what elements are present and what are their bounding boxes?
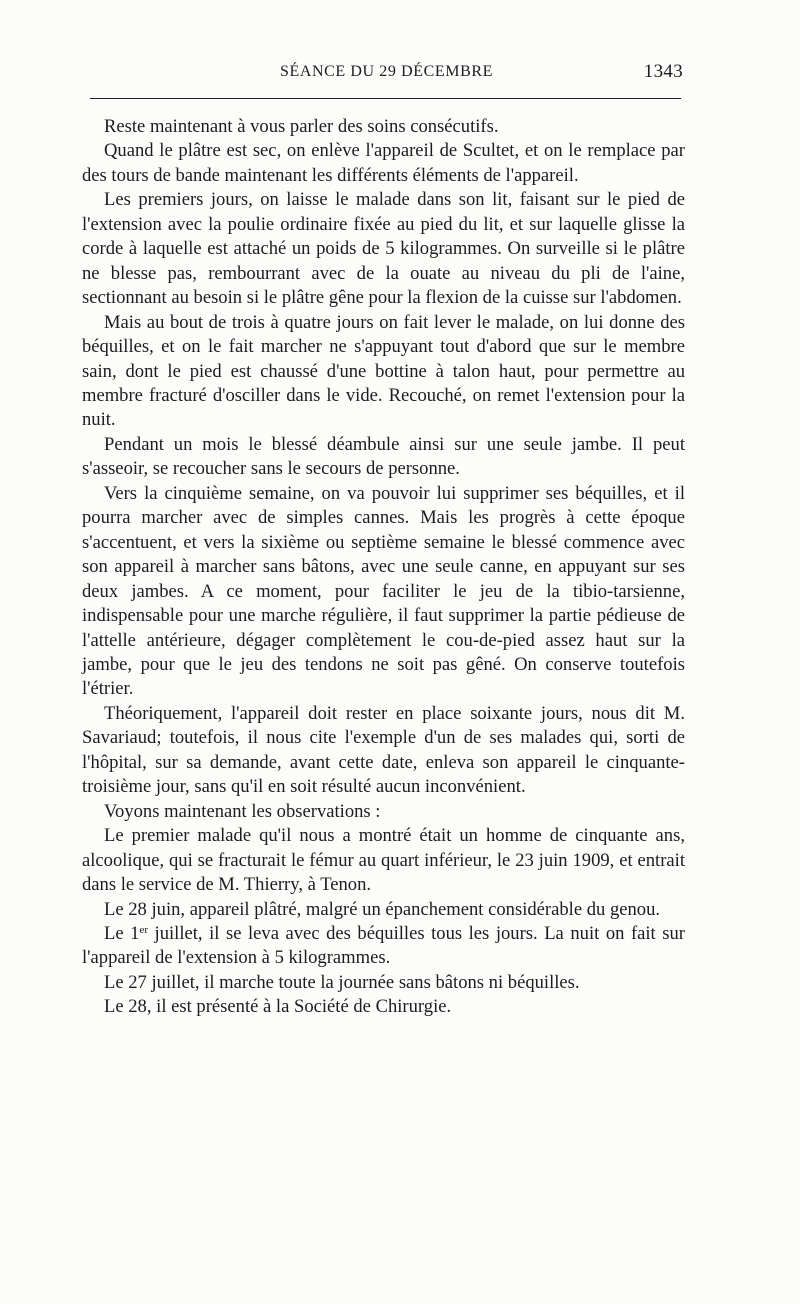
paragraph-july-first — [82, 922, 685, 971]
paragraph: Le 28 juin, appareil plâtré, malgré un épanchement considérable du genou. — [104, 898, 661, 920]
paragraph: Quand le plâtre est sec, on enlève l'appareil de Scultet, et on le remplace par des tours de bande maintenant les différents éléments de l'appareil. — [82, 140, 685, 186]
header-rule — [90, 98, 681, 99]
paragraph: Pendant un mois le blessé déambule ainsi sur une seule jambe. Il peut s'asseoir, se recoucher sans le secours de personne. — [82, 433, 685, 480]
paragraph: Le 28, il est présenté à la Société de Chirurgie. — [104, 996, 452, 1018]
body-text — [82, 115, 685, 1020]
page-number: 1343 — [643, 61, 683, 82]
paragraph: Le 27 juillet, il marche toute la journée sans bâtons ni béquilles. — [104, 971, 580, 993]
paragraph: Reste maintenant à vous parler des soins consécutifs. — [104, 116, 499, 137]
paragraph: Voyons maintenant les observations : — [104, 800, 381, 822]
paragraph: Théoriquement, l'appareil doit rester en place soixante jours, nous dit M. Savariaud; toutefois, il nous cite l'exemple d'un de ses malades qui, sorti de l'hôpital, sur sa demande, avant cette date, enleva son appareil le cinquante-troisième jour, sans qu'il en soit résulté aucun inconvénient. — [82, 702, 685, 798]
paragraph: Vers la cinquième semaine, on va pouvoir lui supprimer ses béquilles, et il pourra marcher avec de simples cannes. Mais les progrès à cette époque s'accentuent, et vers la sixième ou septième semaine le blessé commence avec son appareil à marcher sans bâtons, avec une seule canne, en appuyant sur ses deux jambes. A ce moment, pour faciliter le jeu de la tibio-tarsienne, indispensable pour une marche régulière, il faut supprimer la partie pédieuse de l'attelle antérieure, dégager complètement le cou-de-pied assez haut sur la jambe, pour que le jeu des tendons ne soit pas gêné. On conserve toutefois l'étrier. — [82, 482, 685, 700]
paragraph: Les premiers jours, on laisse le malade dans son lit, faisant sur le pied de l'extension avec la poulie ordinaire fixée au pied du lit, et sur laquelle glisse la corde à laquelle est attaché un poids de 5 kilogrammes. On surveille si le plâtre ne blesse pas, rembourrant avec de la ouate au niveau du pli de l'aine, sectionnant au besoin si le plâtre gêne pour la flexion de la cuisse sur l'abdomen. — [82, 189, 685, 309]
running-head — [90, 58, 683, 88]
paragraph: Le premier malade qu'il nous a montré était un homme de cinquante ans, alcoolique, qui se fracturait le fémur au quart inférieur, le 23 juin 1909, et entrait dans le service de M. Thierry, à Tenon. — [82, 825, 685, 896]
paragraph-rest: juillet, il se leva avec des béquilles tous les jours. La nuit on fait sur l'appareil de l'extension à 5 kilogrammes. — [82, 922, 685, 969]
paragraph: Mais au bout de trois à quatre jours on fait lever le malade, on lui donne des béquilles, et on le fait marcher ne s'appuyant tout d'abord que sur le membre sain, dont le pied est chaussé d'une bottine à talon haut, pour permettre au membre fracturé d'osciller dans le vide. Recouché, on remet l'extension pour la nuit. — [82, 311, 685, 431]
paragraph-lead: Le 1 — [104, 922, 140, 944]
running-title: SÉANCE DU 29 DÉCEMBRE — [279, 63, 494, 80]
ordinal-superscript: er — [139, 923, 148, 936]
